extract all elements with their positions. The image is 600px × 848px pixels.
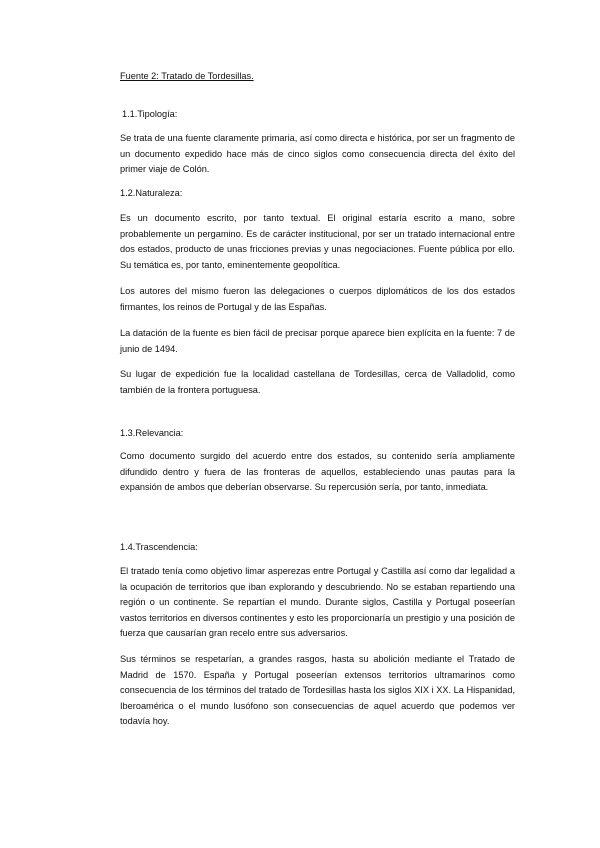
document-title: Fuente 2: Tratado de Tordesillas.: [120, 71, 254, 81]
paragraph-naturaleza-4: Su lugar de expedición fue la localidad castellana de Tordesillas, cerca de Valladolid, como también de la frontera portuguesa.: [120, 369, 515, 395]
paragraph-naturaleza-2: Los autores del mismo fueron las delegaciones o cuerpos diplomáticos de los dos estados firmantes, los reinos de Portugal y de las Españas.: [120, 286, 515, 312]
section-heading-trascendencia: 1.4.Trascendencia:: [120, 542, 198, 552]
paragraph-trascendencia-2: Sus términos se respetarían, a grandes rasgos, hasta su abolición mediante el Tratado de Madrid de 1570. España y Portugal poseerían extensos territorios ultramarinos como consecuencia de los términos del tratado de Tordesillas hasta los siglos XIX i XX. La Hispanidad, Iberoamérica o el mundo lusófono son consecuencias de aquel acuerdo que podemos ver todavía hoy.: [120, 654, 515, 726]
section-heading-tipologia: 1.1.Tipología:: [122, 109, 178, 119]
section-heading-naturaleza: 1.2.Naturaleza:: [120, 188, 183, 198]
paragraph-relevancia: Como documento surgido del acuerdo entre dos estados, su contenido sería ampliamente difundido dentro y fuera de las fronteras de aquellos, estableciendo unas pautas para la expansión de ambos que deberían observarse. Su repercusión sería, por tanto, inmediata.: [120, 451, 515, 492]
paragraph-naturaleza-1: Es un documento escrito, por tanto textual. El original estaría escrito a mano, sobre probablemente un pergamino. Es de carácter institucional, por ser un tratado internacional entre dos estados, producto de unas fricciones previas y unas negociaciones. Fuente pública por ello. Su temática es, por tanto, eminentemente geopolítica.: [120, 213, 515, 270]
paragraph-naturaleza-3: La datación de la fuente es bien fácil de precisar porque aparece bien explícita en la fuente: 7 de junio de 1494.: [120, 328, 515, 354]
paragraph-trascendencia-1: El tratado tenía como objetivo limar asperezas entre Portugal y Castilla así como dar legalidad a la ocupación de territorios que iban explorando y descubriendo. No se estaban repartiendo una región o un continente. Se repartían el mundo. Durante siglos, Castilla y Portugal poseerían vastos territorios en diversos continentes y esto les proporcionaría un prestigio y una posición de fuerza que causarían gran recelo entre sus adversarios.: [120, 566, 515, 638]
paragraph-tipologia: Se trata de una fuente claramente primaria, así como directa e histórica, por ser un fragmento de un documento expedido hace más de cinco siglos como consecuencia directa del éxito del primer viaje de Colón.: [120, 133, 515, 174]
section-heading-relevancia: 1.3.Relevancia:: [120, 428, 184, 438]
